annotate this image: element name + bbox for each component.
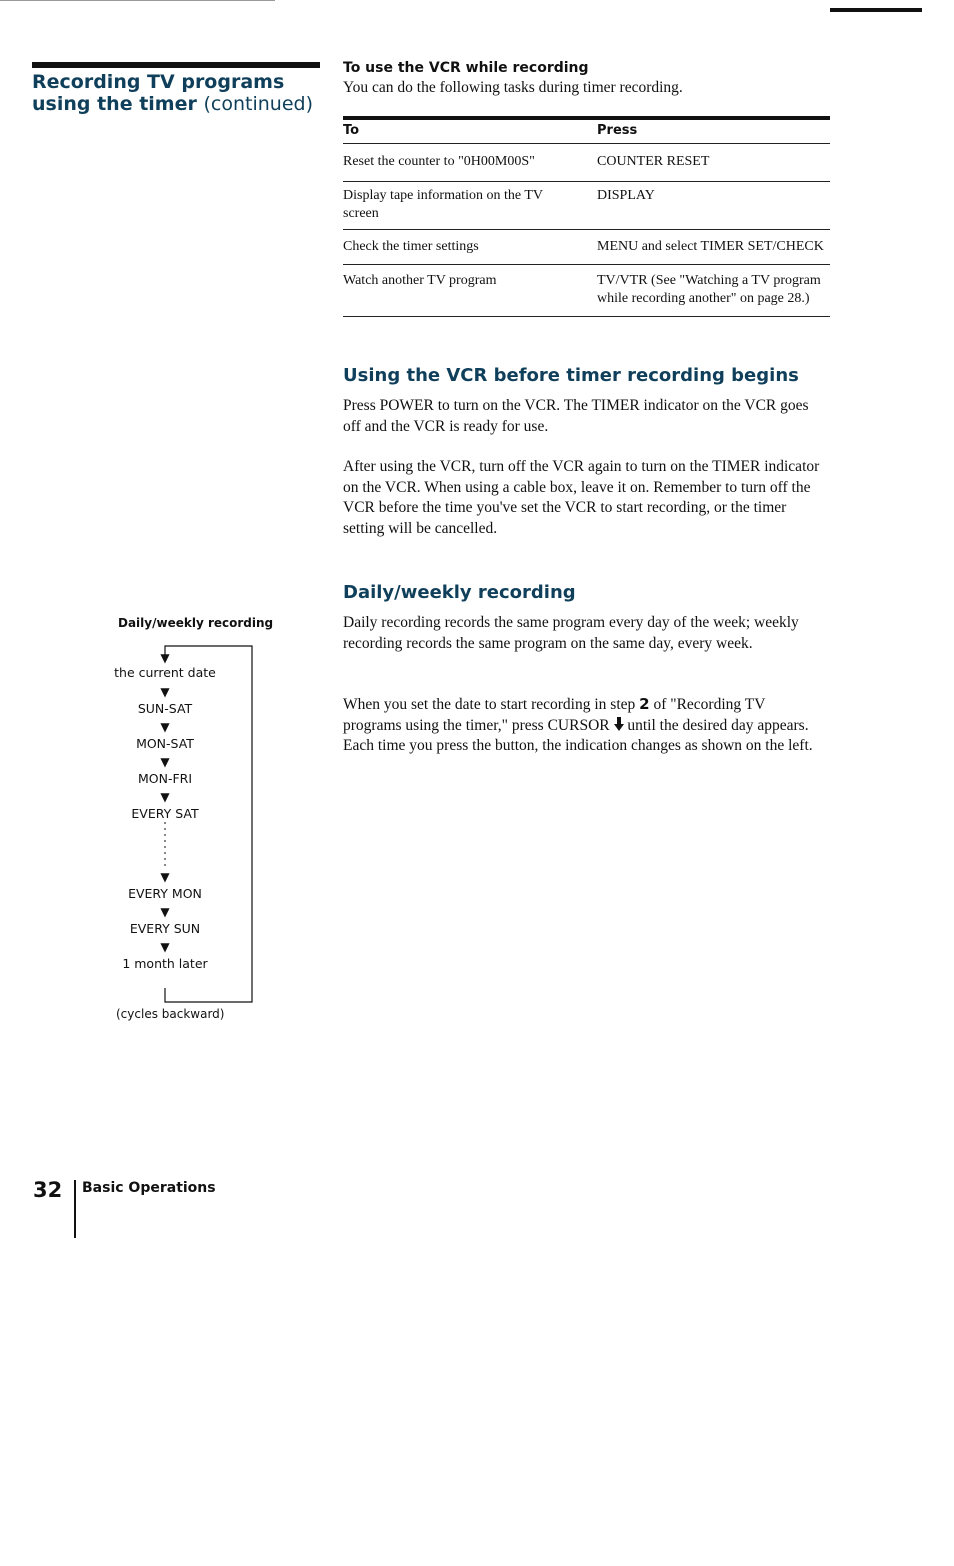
before-timer-paragraph-2: After using the VCR, turn off the VCR again to turn on the TIMER indicator on the VCR. When using a cable box, leave it on. Remember to turn off the VCR before the time you've set the VCR to start recording, or the timer setting will be cancelled. — [343, 458, 820, 537]
daily-weekly-title: Daily/weekly recording — [343, 582, 576, 603]
down-arrow-icon: ▼ — [160, 905, 170, 919]
diagram-item: the current date — [114, 665, 216, 680]
down-arrow-icon: ▼ — [160, 651, 170, 665]
diagram-item: EVERY SAT — [131, 806, 199, 821]
diagram-item: EVERY SUN — [129, 921, 201, 936]
paragraph-text: until the desired day appears. Each time you press the button, the indication changes as shown on the left. — [343, 716, 813, 754]
before-timer-paragraph-1: Press POWER to turn on the VCR. The TIMER indicator on the VCR goes off and the VCR is ready for use. — [343, 397, 809, 435]
diagram-item: EVERY MON — [128, 886, 202, 901]
table-header-to: To — [343, 123, 360, 138]
table-row-3-press: MENU and select TIMER SET/CHECK — [597, 239, 824, 254]
vcr-while-title: To use the VCR while recording — [343, 60, 589, 76]
diagram-item: 1 month later — [122, 956, 208, 971]
diagram-item: SUN-SAT — [137, 701, 193, 716]
table-row-4-to: Watch another TV program — [343, 273, 497, 288]
daily-weekly-paragraph-1: Daily recording records the same program every day of the week; weekly recording records the same program on the same day, every week. — [343, 614, 799, 652]
table-row-4-press: TV/VTR (See "Watching a TV program while recording another" on page 28.) — [597, 273, 821, 306]
diagram-item: MON-SAT — [136, 736, 194, 751]
down-arrow-icon: ▼ — [160, 755, 170, 769]
down-arrow-icon: ▼ — [160, 940, 170, 954]
vcr-while-intro: You can do the following tasks during timer recording. — [343, 79, 683, 96]
paragraph-text: of "Recording TV programs using the timer," press CURSOR — [343, 696, 766, 734]
down-arrow-icon: ▼ — [160, 685, 170, 699]
table-row-1-press: COUNTER RESET — [597, 154, 710, 169]
down-arrow-icon: ▼ — [160, 870, 170, 884]
down-arrow-icon: ▼ — [160, 720, 170, 734]
table-row-2-to: Display tape information on the TV screen — [343, 188, 543, 221]
down-arrow-icon: ▼ — [160, 790, 170, 804]
page-section-label: Basic Operations — [82, 1180, 216, 1196]
page-separator — [74, 1180, 76, 1238]
table-row-2-press: DISPLAY — [597, 188, 655, 203]
section-title-continued: (continued) — [203, 93, 313, 115]
diagram-item: MON-FRI — [137, 771, 193, 786]
table-row-1-to: Reset the counter to "0H00M00S" — [343, 154, 535, 169]
step-number: 2 — [639, 695, 650, 713]
diagram-footer: (cycles backward) — [116, 1007, 225, 1021]
page-number: 32 — [33, 1178, 63, 1202]
section-title-text: Recording TV programs using the timer — [32, 71, 285, 115]
table-row-3-to: Check the timer settings — [343, 239, 479, 254]
table-header-press: Press — [597, 123, 638, 138]
diagram-title: Daily/weekly recording — [118, 616, 274, 630]
paragraph-text: When you set the date to start recording in step — [343, 696, 640, 713]
before-timer-title: Using the VCR before timer recording begins — [343, 365, 799, 386]
